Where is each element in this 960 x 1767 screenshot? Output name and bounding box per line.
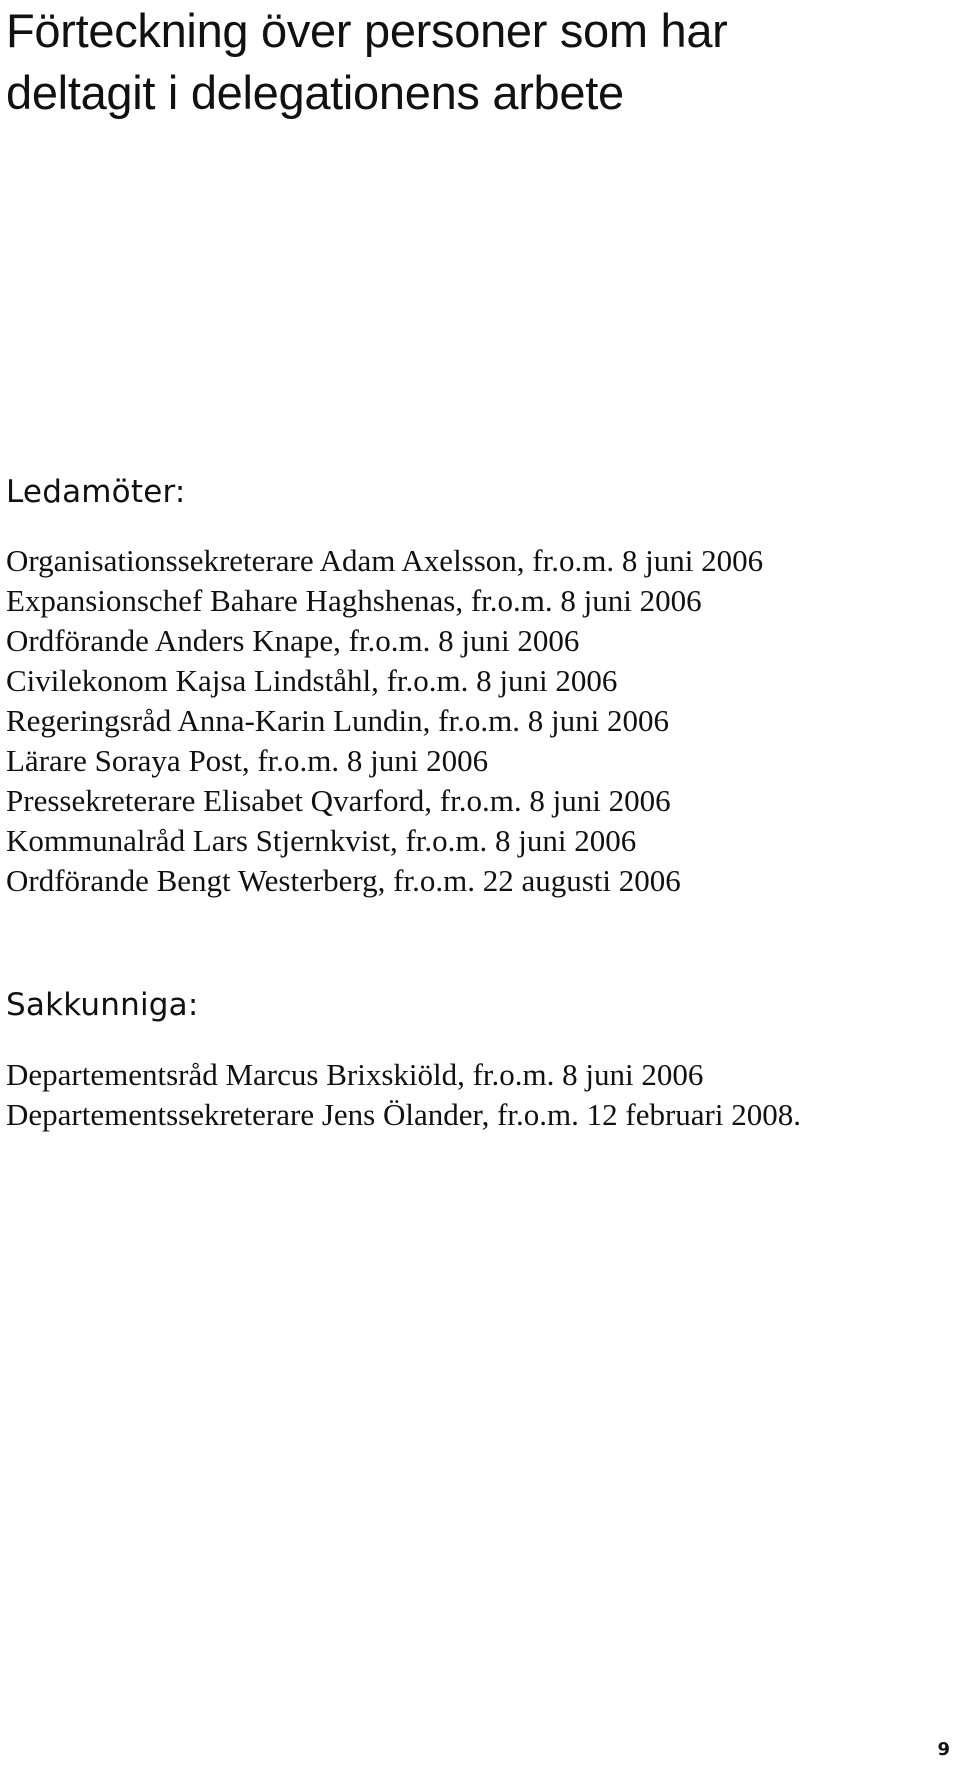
- list-item: Departementsråd Marcus Brixskiöld, fr.o.m. 8 juni 2006: [6, 1057, 704, 1092]
- list-item: Lärare Soraya Post, fr.o.m. 8 juni 2006: [6, 743, 489, 778]
- page-number: 9: [937, 1739, 950, 1760]
- list-item: Civilekonom Kajsa Lindståhl, fr.o.m. 8 juni 2006: [6, 663, 618, 698]
- list-item: Departementssekreterare Jens Ölander, fr.o.m. 12 februari 2008.: [6, 1097, 801, 1132]
- list-item: Organisationssekreterare Adam Axelsson, fr.o.m. 8 juni 2006: [6, 543, 764, 578]
- experts-heading: Sakkunniga:: [6, 987, 199, 1023]
- list-item: Regeringsråd Anna-Karin Lundin, fr.o.m. 8 juni 2006: [6, 703, 669, 738]
- members-list: [6, 541, 763, 901]
- experts-list: [6, 1055, 801, 1135]
- page-title-line-1: Förteckning över personer som har: [6, 4, 728, 57]
- page-title: [6, 0, 946, 124]
- members-heading: Ledamöter:: [6, 474, 186, 510]
- list-item: Expansionschef Bahare Haghshenas, fr.o.m. 8 juni 2006: [6, 583, 702, 618]
- page-title-line-2: deltagit i delegationens arbete: [6, 66, 624, 119]
- list-item: Kommunalråd Lars Stjernkvist, fr.o.m. 8 juni 2006: [6, 823, 637, 858]
- list-item: Pressekreterare Elisabet Qvarford, fr.o.m. 8 juni 2006: [6, 783, 671, 818]
- list-item: Ordförande Bengt Westerberg, fr.o.m. 22 augusti 2006: [6, 863, 681, 898]
- list-item: Ordförande Anders Knape, fr.o.m. 8 juni 2006: [6, 623, 580, 658]
